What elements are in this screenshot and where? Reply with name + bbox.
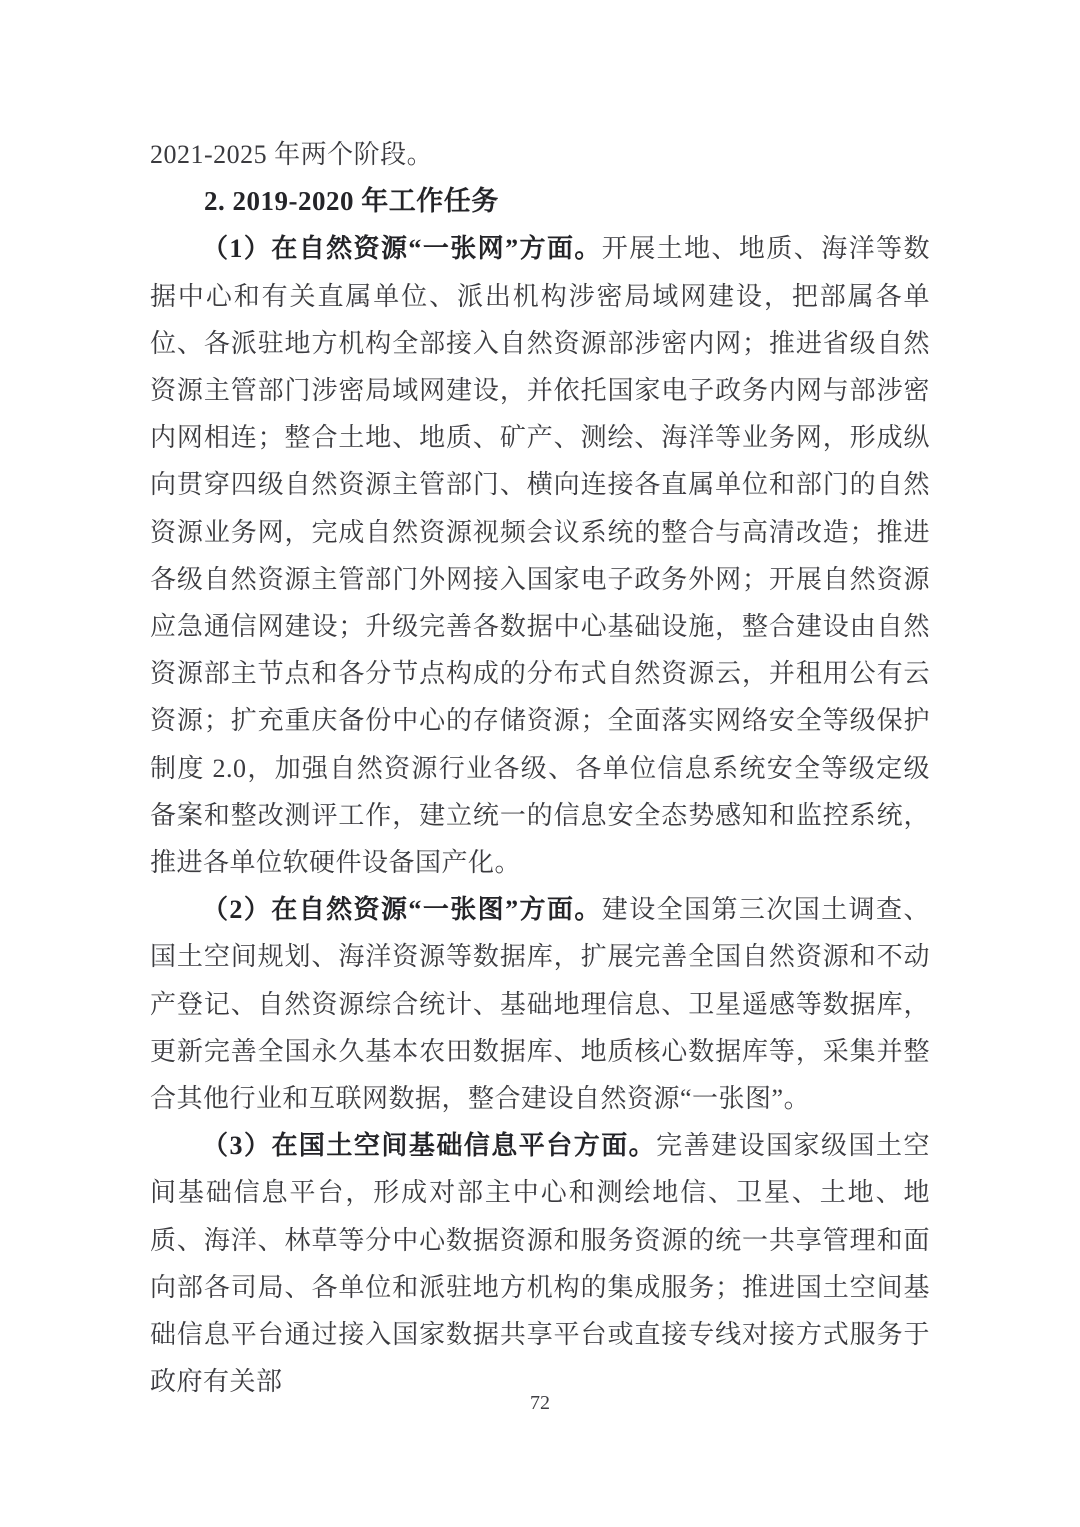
paragraph-1-body: 开展土地、地质、海洋等数据中心和有关直属单位、派出机构涉密局域网建设，把部属各单位、各派驻地方机构全部接入自然资源部涉密内网；推进省级自然资源主管部门涉密局域网建设，并依托国家电子政务内网与部涉密内网相连；整合土地、地质、矿产、测绘、海洋等业务网，形成纵向贯穿四级自然资源主管部门、横向连接各直属单位和部门的自然资源业务网，完成自然资源视频会议系统的整合与高清改造；推进各级自然资源主管部门外网接入国家电子政务外网；开展自然资源应急通信网建设；升级完善各数据中心基础设施，整合建设由自然资源部主节点和各分节点构成的分布式自然资源云，并租用公有云资源；扩充重庆备份中心的存储资源；全面落实网络安全等级保护制度 2.0，加强自然资源行业各级、各单位信息系统安全等级定级备案和整改测评工作，建立统一的信息安全态势感知和监控系统，推进各单位软硬件设备国产化。 <box>150 234 930 878</box>
paragraph-3 <box>150 1122 930 1405</box>
paragraph-2-lead: （2）在自然资源“一张图”方面。 <box>202 895 602 925</box>
paragraph-1-lead: （1）在自然资源“一张网”方面。 <box>202 234 602 264</box>
paragraph-3-lead: （3）在国土空间基础信息平台方面。 <box>202 1131 657 1161</box>
paragraph-2-body: 建设全国第三次国土调查、国土空间规划、海洋资源等数据库，扩展完善全国自然资源和不动产登记、自然资源综合统计、基础地理信息、卫星遥感等数据库，更新完善全国永久基本农田数据库、地质核心数据库等，采集并整合其他行业和互联网数据，整合建设自然资源“一张图”。 <box>150 895 930 1114</box>
page-number: 72 <box>530 1392 550 1414</box>
section-heading: 2. 2019-2020 年工作任务 <box>204 186 499 217</box>
paragraph-1 <box>150 225 930 886</box>
paragraph-3-body: 完善建设国家级国土空间基础信息平台，形成对部主中心和测绘地信、卫星、土地、地质、海洋、林草等分中心数据资源和服务资源的统一共享管理和面向部各司局、各单位和派驻地方机构的集成服务；推进国土空间基础信息平台通过接入国家数据共享平台或直接专线对接方式服务于政府有关部 <box>150 1131 930 1397</box>
paragraph-continuation: 2021-2025 年两个阶段。 <box>150 140 434 169</box>
paragraph-2 <box>150 886 930 1122</box>
page-content <box>150 131 930 1405</box>
